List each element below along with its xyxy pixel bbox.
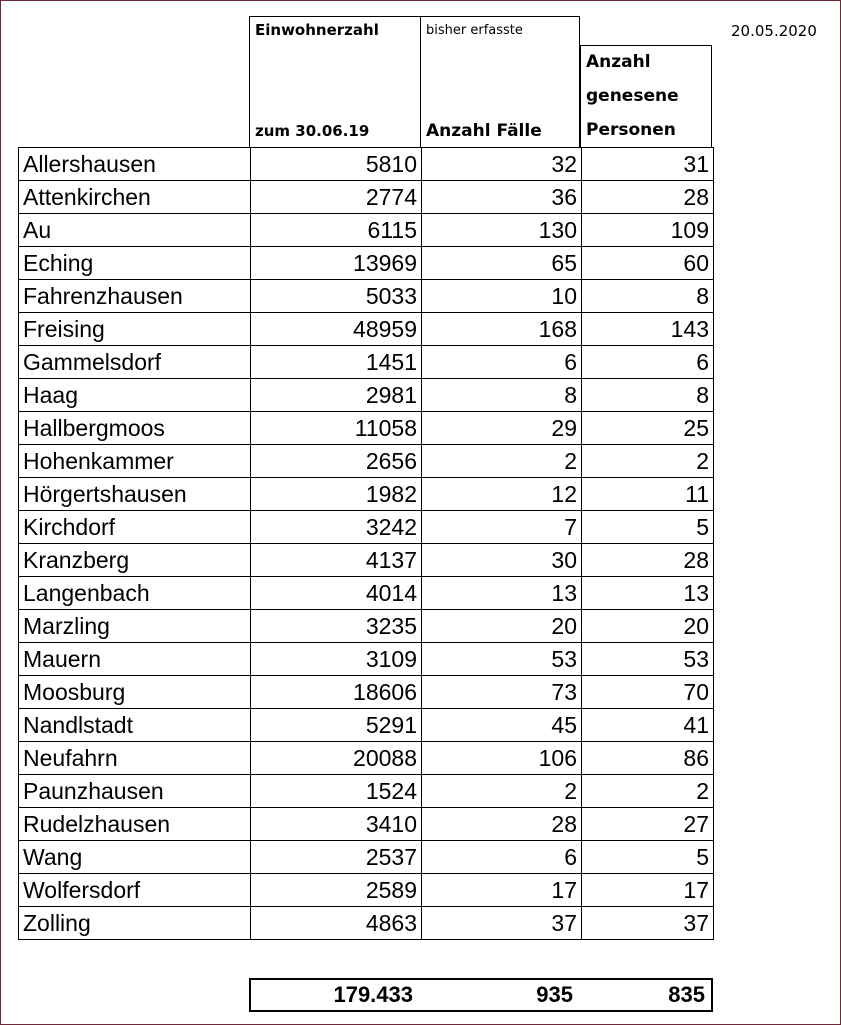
cell-cases: 8: [422, 379, 582, 412]
cell-cases: 65: [422, 247, 582, 280]
cell-recovered: 143: [582, 313, 714, 346]
cell-name: Hörgertshausen: [19, 478, 251, 511]
cell-recovered: 11: [582, 478, 714, 511]
cell-population: 2656: [251, 445, 422, 478]
cell-cases: 32: [422, 148, 582, 181]
cell-population: 2981: [251, 379, 422, 412]
cell-recovered: 20: [582, 610, 714, 643]
cell-name: Zolling: [19, 907, 251, 940]
cell-recovered: 5: [582, 511, 714, 544]
cell-name: Eching: [19, 247, 251, 280]
cell-name: Rudelzhausen: [19, 808, 251, 841]
table-row: [19, 577, 714, 610]
cell-cases: 20: [422, 610, 582, 643]
table-row: [19, 874, 714, 907]
cell-recovered: 6: [582, 346, 714, 379]
cell-cases: 29: [422, 412, 582, 445]
cell-cases: 168: [422, 313, 582, 346]
cases-header-title: bisher erfasste: [426, 23, 523, 38]
cell-recovered: 28: [582, 181, 714, 214]
cell-cases: 30: [422, 544, 582, 577]
cell-cases: 6: [422, 346, 582, 379]
cell-population: 18606: [251, 676, 422, 709]
cell-recovered: 13: [582, 577, 714, 610]
recovered-header: [580, 45, 712, 148]
table-row: [19, 280, 714, 313]
table-row: [19, 709, 714, 742]
cell-cases: 2: [422, 775, 582, 808]
cell-recovered: 31: [582, 148, 714, 181]
cell-cases: 2: [422, 445, 582, 478]
cell-population: 2774: [251, 181, 422, 214]
cell-recovered: 25: [582, 412, 714, 445]
cell-cases: 7: [422, 511, 582, 544]
cell-population: 13969: [251, 247, 422, 280]
table-row: [19, 808, 714, 841]
cell-population: 4137: [251, 544, 422, 577]
cell-name: Nandlstadt: [19, 709, 251, 742]
cases-header-subtitle: Anzahl Fälle: [426, 121, 542, 141]
table-row: [19, 148, 714, 181]
cell-name: Haag: [19, 379, 251, 412]
cell-cases: 10: [422, 280, 582, 313]
table-row: [19, 643, 714, 676]
table-row: [19, 478, 714, 511]
cell-population: 3410: [251, 808, 422, 841]
totals-row: [249, 978, 713, 1012]
table-row: [19, 544, 714, 577]
table-row: [19, 313, 714, 346]
cell-cases: 28: [422, 808, 582, 841]
cell-population: 4863: [251, 907, 422, 940]
cell-cases: 73: [422, 676, 582, 709]
population-header-subtitle: zum 30.06.19: [255, 122, 370, 140]
cell-cases: 36: [422, 181, 582, 214]
cell-recovered: 70: [582, 676, 714, 709]
table-row: [19, 676, 714, 709]
cell-name: Moosburg: [19, 676, 251, 709]
cell-population: 3109: [251, 643, 422, 676]
cell-population: 1982: [251, 478, 422, 511]
cell-cases: 13: [422, 577, 582, 610]
table-row: [19, 379, 714, 412]
cell-recovered: 109: [582, 214, 714, 247]
cell-cases: 53: [422, 643, 582, 676]
cell-recovered: 2: [582, 775, 714, 808]
cell-cases: 17: [422, 874, 582, 907]
cell-recovered: 86: [582, 742, 714, 775]
cell-population: 1451: [251, 346, 422, 379]
population-header-title: Einwohnerzahl: [255, 21, 379, 39]
municipality-table: [18, 147, 714, 940]
cell-cases: 37: [422, 907, 582, 940]
cell-name: Marzling: [19, 610, 251, 643]
cell-cases: 45: [422, 709, 582, 742]
table-row: [19, 775, 714, 808]
cell-recovered: 28: [582, 544, 714, 577]
cell-recovered: 17: [582, 874, 714, 907]
table-row: [19, 412, 714, 445]
cell-population: 1524: [251, 775, 422, 808]
cell-recovered: 27: [582, 808, 714, 841]
cell-name: Gammelsdorf: [19, 346, 251, 379]
cell-cases: 130: [422, 214, 582, 247]
cell-recovered: 2: [582, 445, 714, 478]
cell-name: Neufahrn: [19, 742, 251, 775]
cell-recovered: 8: [582, 280, 714, 313]
cell-population: 5291: [251, 709, 422, 742]
cell-name: Au: [19, 214, 251, 247]
table-row: [19, 214, 714, 247]
cell-name: Allershausen: [19, 148, 251, 181]
cell-cases: 6: [422, 841, 582, 874]
table-row: [19, 610, 714, 643]
cell-population: 2537: [251, 841, 422, 874]
cell-recovered: 60: [582, 247, 714, 280]
table-row: [19, 181, 714, 214]
report-date: 20.05.2020: [731, 22, 817, 40]
cell-cases: 12: [422, 478, 582, 511]
cell-name: Mauern: [19, 643, 251, 676]
cell-name: Freising: [19, 313, 251, 346]
municipality-table-body: [19, 148, 714, 940]
cell-name: Hohenkammer: [19, 445, 251, 478]
table-row: [19, 346, 714, 379]
recovered-header-line1: Anzahl: [586, 52, 651, 72]
population-header: [249, 16, 421, 148]
cases-header: [420, 16, 580, 148]
table-row: [19, 247, 714, 280]
cell-population: 48959: [251, 313, 422, 346]
cell-cases: 106: [422, 742, 582, 775]
table-row: [19, 907, 714, 940]
table-row: [19, 841, 714, 874]
cell-name: Langenbach: [19, 577, 251, 610]
cell-population: 11058: [251, 412, 422, 445]
cell-population: 4014: [251, 577, 422, 610]
table-row: [19, 742, 714, 775]
cell-name: Fahrenzhausen: [19, 280, 251, 313]
cell-population: 3235: [251, 610, 422, 643]
cell-population: 3242: [251, 511, 422, 544]
cell-recovered: 37: [582, 907, 714, 940]
table-row: [19, 445, 714, 478]
total-population: 179.433: [333, 982, 413, 1007]
cell-name: Wolfersdorf: [19, 874, 251, 907]
recovered-header-line2: genesene: [586, 86, 679, 106]
table-row: [19, 511, 714, 544]
cell-name: Kirchdorf: [19, 511, 251, 544]
cell-recovered: 53: [582, 643, 714, 676]
total-recovered: 835: [668, 982, 705, 1007]
cell-name: Kranzberg: [19, 544, 251, 577]
cell-population: 5033: [251, 280, 422, 313]
cell-name: Wang: [19, 841, 251, 874]
total-cases: 935: [536, 982, 573, 1007]
cell-recovered: 41: [582, 709, 714, 742]
cell-name: Paunzhausen: [19, 775, 251, 808]
cell-recovered: 5: [582, 841, 714, 874]
cell-name: Hallbergmoos: [19, 412, 251, 445]
cell-recovered: 8: [582, 379, 714, 412]
cell-name: Attenkirchen: [19, 181, 251, 214]
cell-population: 2589: [251, 874, 422, 907]
cell-population: 6115: [251, 214, 422, 247]
recovered-header-line3: Personen: [586, 120, 676, 140]
cell-population: 20088: [251, 742, 422, 775]
cell-population: 5810: [251, 148, 422, 181]
